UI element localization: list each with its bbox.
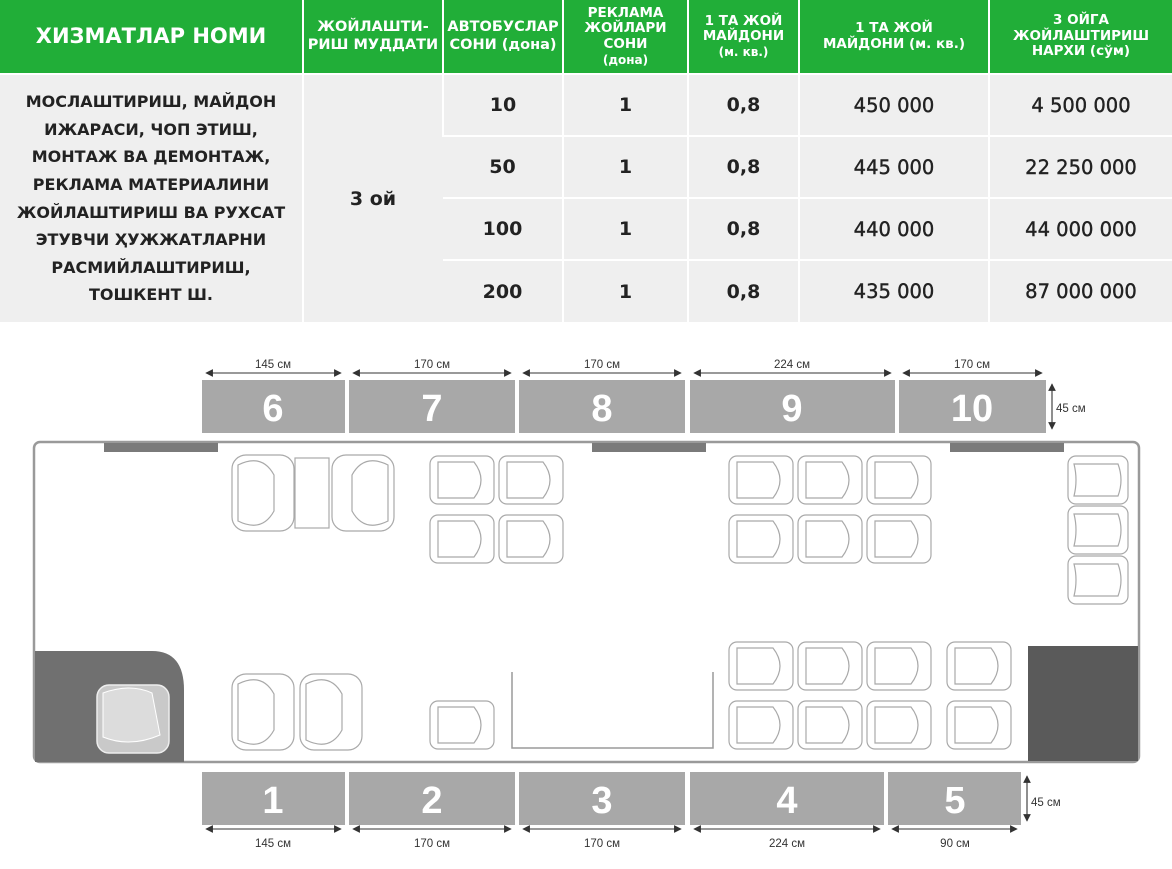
panel-10 <box>899 380 1046 433</box>
total-price-cell: 4 500 000 <box>989 74 1172 136</box>
svg-text:6: 6 <box>262 388 284 430</box>
area-cell: 0,8 <box>688 260 799 322</box>
panel-3 <box>519 772 685 825</box>
area-cell: 0,8 <box>688 198 799 260</box>
ads-cell: 1 <box>563 260 688 322</box>
header-ads: РЕКЛАМА ЖОЙЛАРИ СОНИ (дона) <box>563 0 688 74</box>
svg-text:9: 9 <box>781 388 803 430</box>
dim-label-7: 170 см <box>413 359 451 371</box>
header-duration: ЖОЙЛАШТИ- РИШ МУДДАТИ <box>303 0 443 74</box>
area-cell: 0,8 <box>688 74 799 136</box>
dim-label-top-height: 45 см <box>1056 403 1086 415</box>
svg-text:5: 5 <box>944 780 966 822</box>
panel-2 <box>349 772 515 825</box>
table-row <box>0 74 1172 136</box>
header-row <box>0 0 1172 74</box>
svg-text:4: 4 <box>776 780 798 822</box>
panel-5 <box>888 772 1021 825</box>
ads-cell: 1 <box>563 136 688 198</box>
panel-6 <box>202 380 345 433</box>
dim-label-9: 224 см <box>773 359 811 371</box>
pricing-table <box>0 0 1172 322</box>
header-total-price: 3 ОЙГА ЖОЙЛАШТИРИШ НАРХИ (сўм) <box>989 0 1172 74</box>
header-area: 1 ТА ЖОЙ МАЙДОНИ (м. кв.) <box>688 0 799 74</box>
dim-label-8: 170 см <box>583 359 621 371</box>
header-buses: АВТОБУСЛАР СОНИ (дона) <box>443 0 563 74</box>
header-unit-price: 1 ТА ЖОЙ МАЙДОНИ (м. кв.) <box>799 0 989 74</box>
dim-label-10: 170 см <box>953 359 991 371</box>
ads-cell: 1 <box>563 74 688 136</box>
svg-text:2: 2 <box>421 780 443 822</box>
buses-cell: 200 <box>443 260 563 322</box>
bus-layout-diagram <box>0 325 1172 869</box>
total-price-cell: 22 250 000 <box>989 136 1172 198</box>
unit-price-cell: 450 000 <box>799 74 989 136</box>
dim-label-6: 145 см <box>254 359 292 371</box>
svg-text:1: 1 <box>262 780 284 822</box>
area-cell: 0,8 <box>688 136 799 198</box>
total-price-cell: 87 000 000 <box>989 260 1172 322</box>
buses-cell: 10 <box>443 74 563 136</box>
bottom-panels <box>202 772 1021 825</box>
svg-text:7: 7 <box>421 388 443 430</box>
buses-cell: 50 <box>443 136 563 198</box>
unit-price-cell: 445 000 <box>799 136 989 198</box>
buses-cell: 100 <box>443 198 563 260</box>
total-price-cell: 44 000 000 <box>989 198 1172 260</box>
svg-text:3: 3 <box>591 780 613 822</box>
panel-1 <box>202 772 345 825</box>
service-description: МОСЛАШТИРИШ, МАЙДОН ИЖАРАСИ, ЧОП ЭТИШ, МОНТАЖ ВА ДЕМОНТАЖ, РЕКЛАМА МАТЕРИАЛИНИ ЖОЙЛАШТИРИШ ВА РУХСАТ ЭТУВЧИ ҲУЖЖАТЛАРНИ РАСМИЙЛАШТИРИШ, ТОШКЕНТ Ш. <box>0 74 303 322</box>
unit-price-cell: 440 000 <box>799 198 989 260</box>
dim-label-3: 170 см <box>583 838 621 850</box>
panel-4 <box>690 772 884 825</box>
dim-label-1: 145 см <box>254 838 292 850</box>
svg-text:10: 10 <box>950 388 994 430</box>
dim-label-4: 224 см <box>768 838 806 850</box>
panel-9 <box>690 380 895 433</box>
panel-7 <box>349 380 515 433</box>
duration-cell: 3 ой <box>303 74 443 322</box>
top-panels <box>202 380 1046 433</box>
header-service: ХИЗМАТЛАР НОМИ <box>0 0 303 74</box>
dim-label-2: 170 см <box>413 838 451 850</box>
unit-price-cell: 435 000 <box>799 260 989 322</box>
ads-cell: 1 <box>563 198 688 260</box>
dim-label-5: 90 см <box>940 838 970 850</box>
panel-8 <box>519 380 685 433</box>
svg-text:8: 8 <box>591 388 613 430</box>
dim-label-bottom-height: 45 см <box>1031 797 1061 809</box>
